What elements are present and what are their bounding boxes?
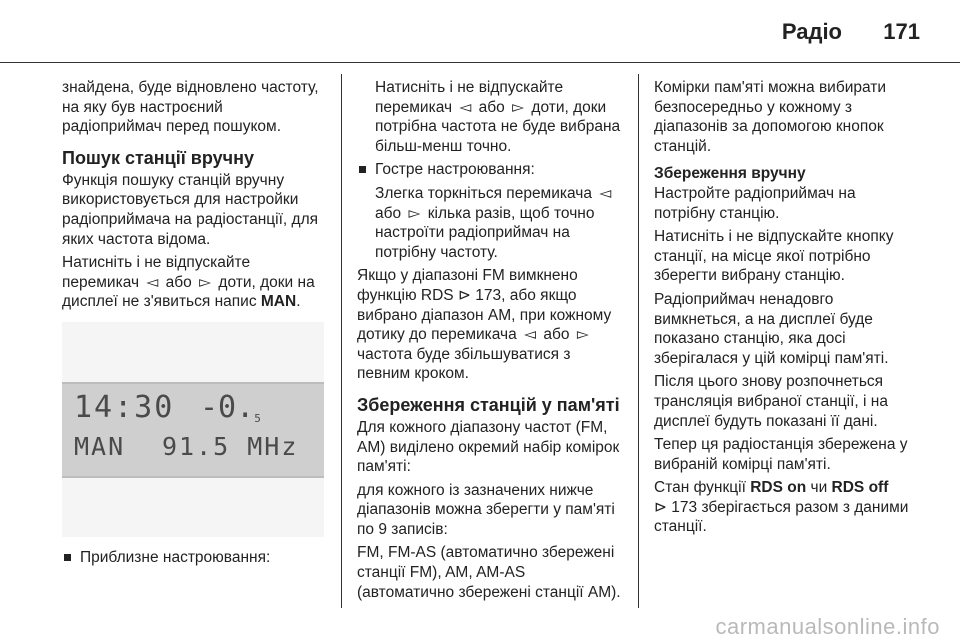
paragraph: Натисніть і не відпускайте кнопку станції, на місце якої потрібно зберегти вибрану станцію.: [654, 228, 894, 285]
paragraph: Після цього знову розпочнеться трансляція вибраної станції, і на дисплеї будуть показані її дані.: [654, 373, 888, 430]
paragraph: FM, FM-AS (автоматично збережені станції FM), AM, AM-AS (автоматично збережені станції AM).: [357, 544, 621, 601]
paragraph: для кожного із зазначених нижче діапазонів можна зберегти у пам'яті по 9 записів:: [357, 481, 615, 538]
page-title: Радіо: [781, 19, 842, 44]
lcd-time: 14:30: [74, 390, 175, 425]
left-arrow-icon: ◅: [459, 98, 472, 116]
left-arrow-icon: ◅: [599, 184, 612, 202]
section-heading-save-manual: Збереження вручну: [654, 165, 806, 183]
header-divider: [0, 62, 960, 63]
paragraph: Натисніть і не відпускайте перемикач ◅ або ▻ доти, доки потрібна частота не буде вибрана більш-менш точно.: [375, 79, 621, 155]
paragraph: Стан функції RDS on чи RDS off ⊳ 173 зберігається разом з даними станції.: [654, 479, 909, 536]
lcd-frequency: 91.5 MHz: [162, 432, 299, 461]
radio-lcd-display: [62, 382, 324, 478]
page-header: [0, 0, 960, 62]
column-3: [654, 78, 916, 541]
lcd-temperature: -0.5: [200, 390, 261, 425]
paragraph: Якщо у діапазоні FM вимкнено функцію RDS ⊳ 173, або якщо вибрано діапазон AM, при кожному дотику до перемикача ◅ або ▻ частота буде збільшуватися з певним кроком.: [357, 267, 612, 383]
reference-icon: ⊳: [457, 286, 471, 304]
bullet-item: Гостре настроювання:: [357, 160, 623, 180]
page-number: 171: [883, 19, 920, 44]
paragraph: Комірки пам'яті можна вибирати безпосередньо у кожному з діапазонів за допомогою кнопок станцій.: [654, 79, 887, 155]
bullet-item: Приблизне настроювання:: [62, 548, 324, 568]
right-arrow-icon: ▻: [576, 326, 589, 344]
paragraph: Настройте радіоприймач на потрібну станцію.: [654, 184, 856, 222]
rds-off-label: RDS off: [831, 479, 889, 497]
display-illustration: [62, 322, 324, 537]
watermark: carmanualsonline.info: [715, 614, 940, 639]
column-divider: [341, 74, 342, 608]
right-arrow-icon: ▻: [512, 98, 525, 116]
left-arrow-icon: ◅: [524, 326, 536, 344]
paragraph: знайдена, буде відновлено частоту, на яку був настроєний радіоприймач перед пошуком.: [62, 79, 319, 136]
paragraph: Злегка торкніться перемикача ◅ або ▻ кілька разів, щоб точно настроїти радіоприймач на потрібну частоту.: [357, 184, 623, 262]
paragraph: Радіоприймач ненадовго вимкнеться, а на дисплеї буде показано станцію, яка досі зберігалася у цій комірці пам'яті.: [654, 290, 889, 367]
column-2: [357, 78, 623, 606]
column-1: [62, 78, 324, 316]
column-1-bottom: [62, 548, 324, 572]
column-divider: [638, 74, 639, 608]
right-arrow-icon: ▻: [408, 204, 421, 222]
paragraph: Тепер ця радіостанція збережена у вибраній комірці пам'яті.: [654, 436, 908, 473]
left-arrow-icon: ◅: [146, 273, 159, 291]
paragraph: Для кожного діапазону частот (FM, AM) виділено окремий набір комірок пам'яті:: [357, 418, 620, 476]
section-heading-manual-search: Пошук станції вручну: [62, 147, 254, 168]
paragraph: Функція пошуку станцій вручну використовується для настройки радіоприймача на радіостанції, для яких частота відома.: [62, 171, 319, 248]
man-label: MAN: [260, 293, 297, 311]
rds-on-label: RDS on: [750, 479, 807, 497]
paragraph: Натисніть і не відпускайте перемикач ◅ або ▻ доти, доки на дисплеї не з'явиться напис MAN.: [62, 254, 315, 311]
section-heading-save-stations: Збереження станцій у пам'яті: [357, 394, 620, 415]
reference-icon: ⊳: [654, 498, 667, 516]
right-arrow-icon: ▻: [199, 273, 212, 291]
lcd-mode: MAN: [74, 432, 126, 461]
